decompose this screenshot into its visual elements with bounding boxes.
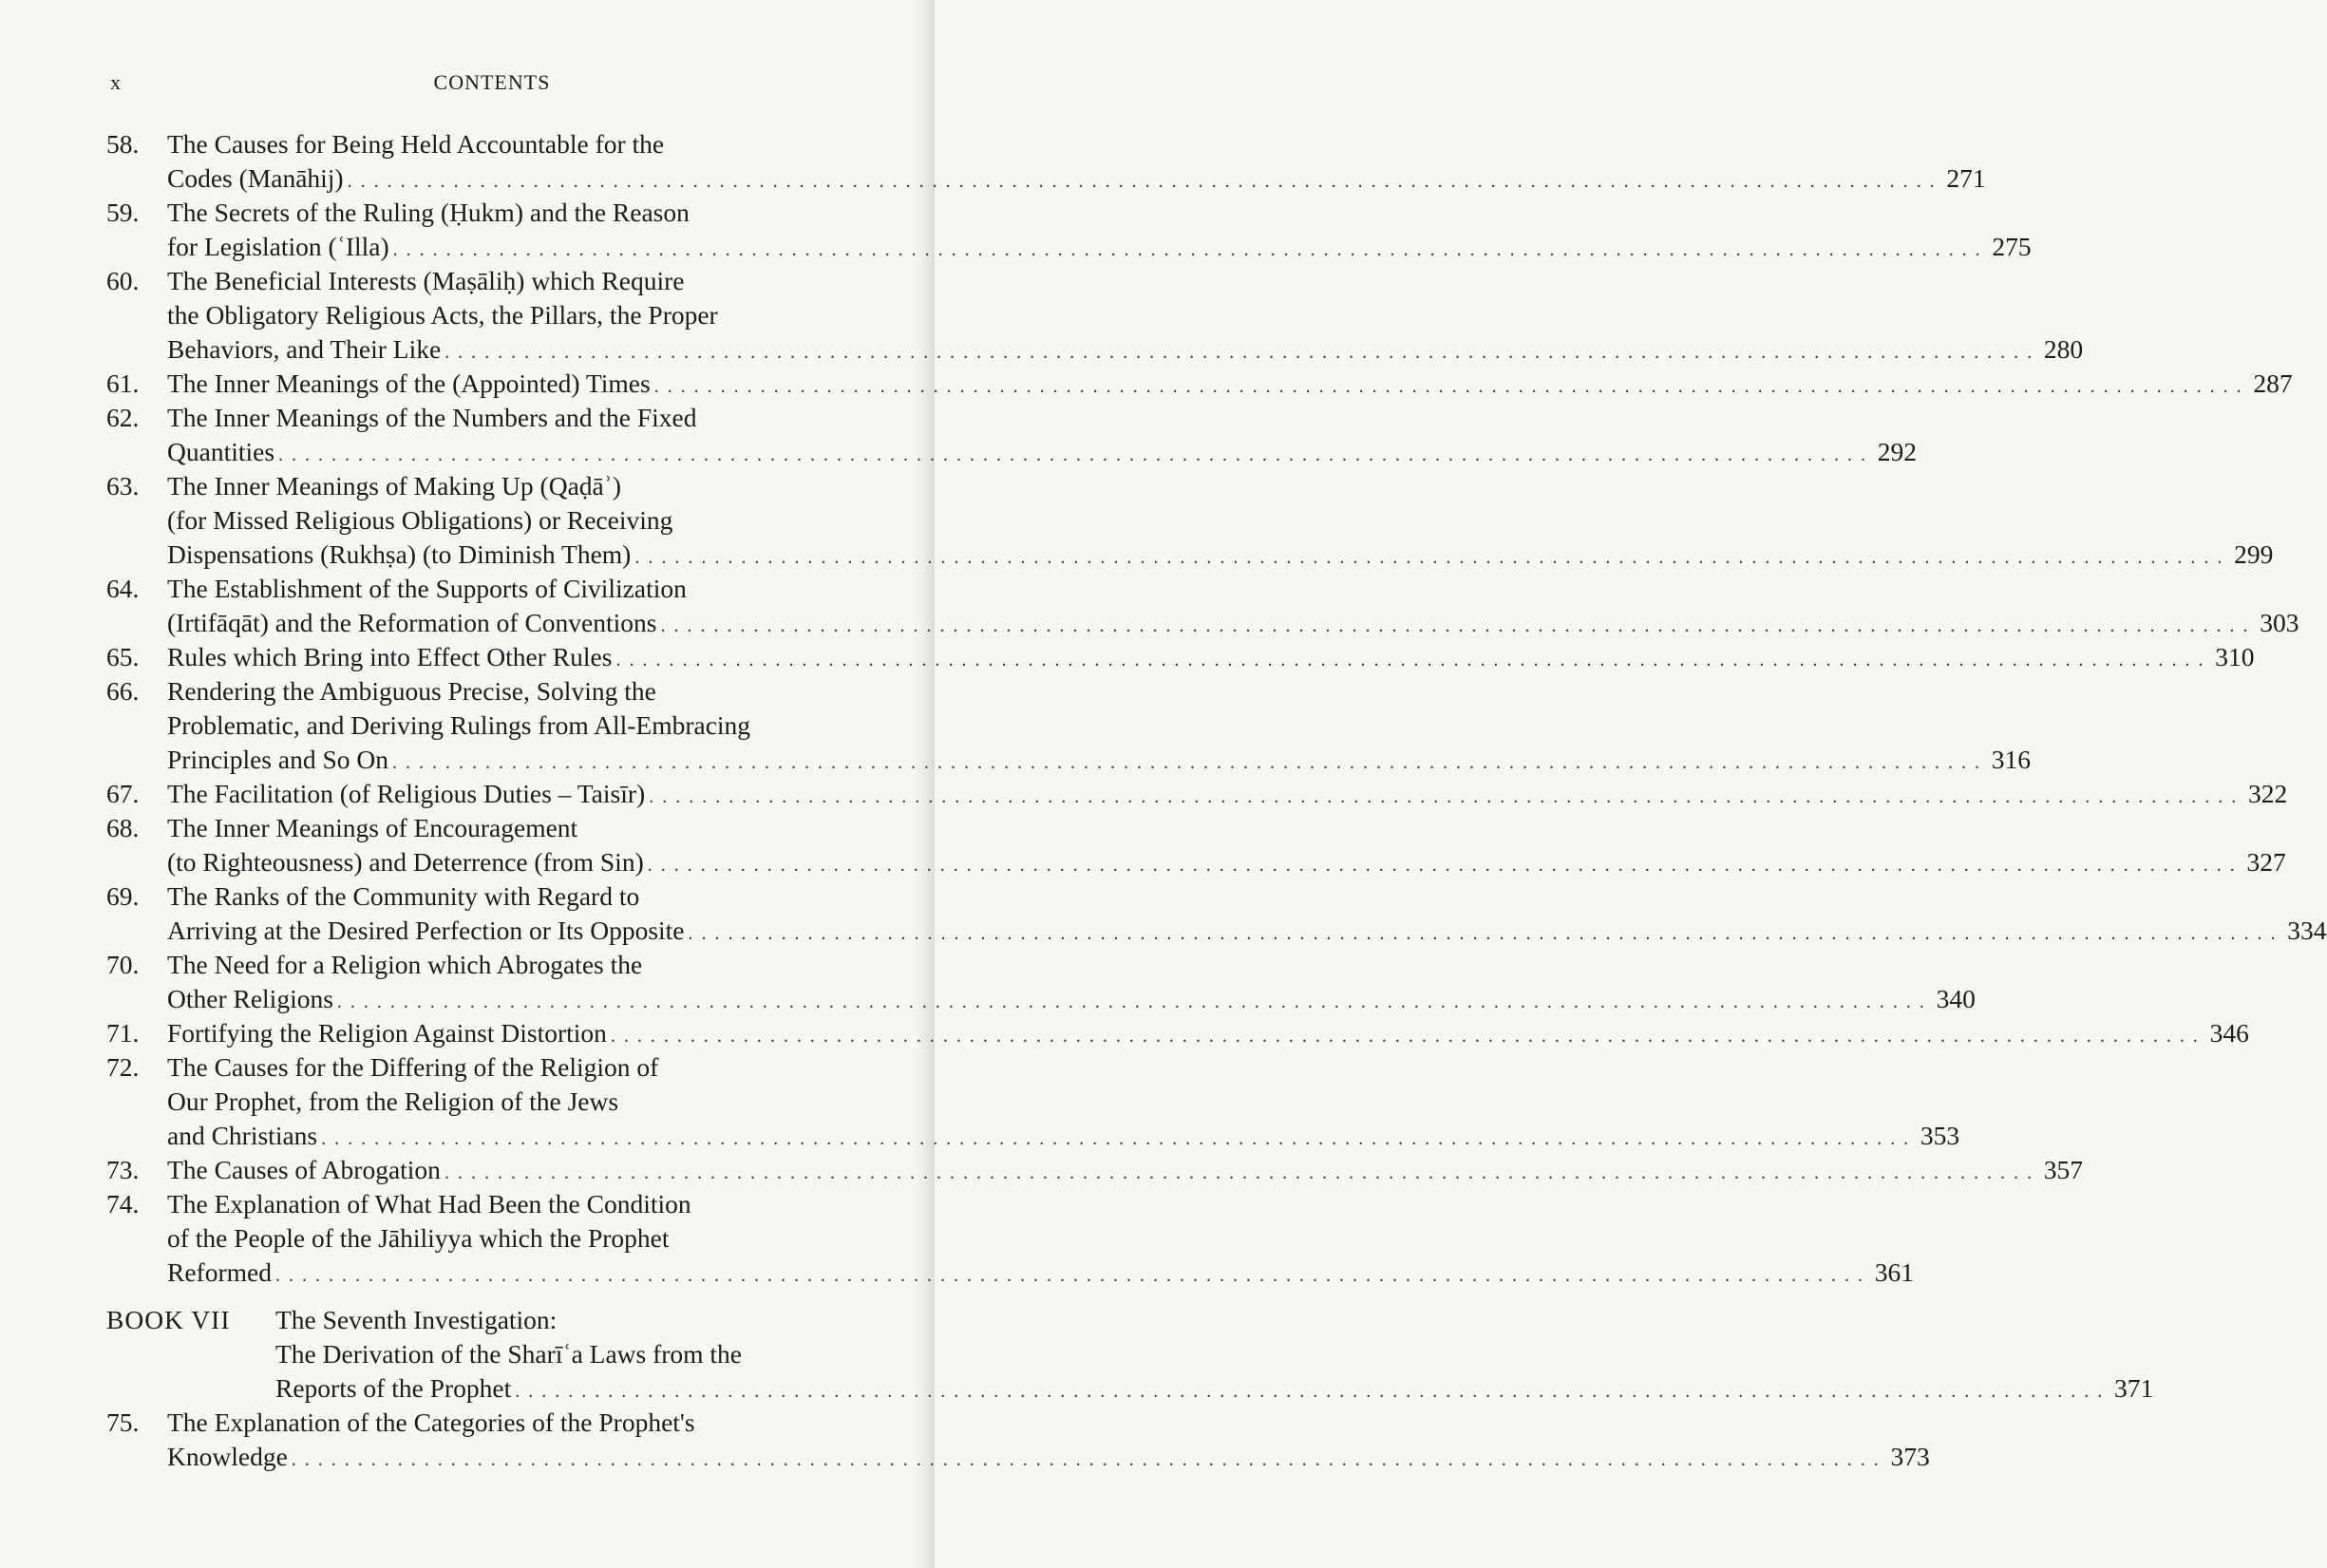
entry-title-text: The Explanation of the Categories of the Prophet's: [167, 1407, 695, 1437]
entry-title-text: The Seventh Investigation:: [275, 1305, 558, 1334]
entry-number: 73.: [106, 1155, 140, 1184]
entry-body: [167, 1016, 2249, 1050]
entry-title-text: The Need for a Religion which Abrogates the: [167, 950, 643, 979]
toc-entry: [106, 401, 1918, 469]
book-heading: [106, 1303, 2154, 1406]
entry-page-number: 334: [2287, 916, 2327, 945]
dot-leader: . . . . . . . . . . . . . . . . . . . . . . . . . . . . . . . . . . . . . . . . . . . . . . . . . . . . . . . . . . . . . . . . . . . . . . . . . . . . . . . . . . . . . . . . . . . . . . . . . . . . . . . . . . . . . . . . . . . . . . . .: [274, 1265, 1864, 1286]
entry-line: [167, 743, 2031, 777]
dot-leader: . . . . . . . . . . . . . . . . . . . . . . . . . . . . . . . . . . . . . . . . . . . . . . . . . . . . . . . . . . . . . . . . . . . . . . . . . . . . . . . . . . . . . . . . . . . . . . . . . . . . . . . . . . . . . . . . . . . . . . . .: [392, 239, 1982, 260]
entry-body: [167, 1153, 2083, 1187]
entry-body: [167, 367, 2293, 401]
entry-title-text: Reformed: [167, 1257, 272, 1287]
entry-title-text: for Legislation (ʿIlla): [167, 232, 389, 261]
entry-title-text: The Causes of Abrogation: [167, 1155, 441, 1184]
entry-title-text: Quantities: [167, 437, 275, 466]
entry-page-number: 353: [1920, 1121, 1960, 1150]
toc-entry: [106, 264, 2084, 367]
dot-leader: . . . . . . . . . . . . . . . . . . . . . . . . . . . . . . . . . . . . . . . . . . . . . . . . . . . . . . . . . . . . . . . . . . . . . . . . . . . . . . . . . . . . . . . . . . . . . . . . . . . . . . . . . . . . . . . . . . . . . . . .: [615, 650, 2205, 671]
entry-title-text: Rendering the Ambiguous Precise, Solving the: [167, 676, 656, 706]
entry-page-number: 361: [1874, 1257, 1914, 1287]
entry-title-text: Fortifying the Religion Against Distortion: [167, 1018, 607, 1048]
entry-line: [167, 264, 868, 298]
entry-title-text: the Obligatory Religious Acts, the Pillars, the Proper: [167, 300, 718, 330]
entry-body: [167, 879, 2327, 948]
entry-page-number: 271: [1946, 163, 1986, 193]
entry-line: [167, 1406, 868, 1440]
dot-leader: . . . . . . . . . . . . . . . . . . . . . . . . . . . . . . . . . . . . . . . . . . . . . . . . . . . . . . . . . . . . . . . . . . . . . . . . . . . . . . . . . . . . . . . . . . . . . . . . . . . . . . . . . . . . . . . . . . . . . . . .: [634, 547, 2224, 568]
entry-title-text: Reports of the Prophet: [275, 1373, 512, 1403]
dot-leader: . . . . . . . . . . . . . . . . . . . . . . . . . . . . . . . . . . . . . . . . . . . . . . . . . . . . . . . . . . . . . . . . . . . . . . . . . . . . . . . . . . . . . . . . . . . . . . . . . . . . . . . . . . . . . . . . . . . . . . . .: [391, 752, 1981, 773]
entry-title-text: Principles and So On: [167, 745, 388, 774]
entry-line: [275, 1337, 868, 1371]
dot-leader: . . . . . . . . . . . . . . . . . . . . . . . . . . . . . . . . . . . . . . . . . . . . . . . . . . . . . . . . . . . . . . . . . . . . . . . . . . . . . . . . . . . . . . . . . . . . . . . . . . . . . . . . . . . . . . . . . . . . . . . .: [347, 171, 1937, 192]
entry-page-number: 310: [2215, 642, 2255, 671]
entry-title-text: The Facilitation (of Religious Duties – Taisīr): [167, 779, 646, 808]
entry-line: [167, 196, 868, 230]
entry-page-number: 287: [2253, 368, 2293, 398]
entry-line: [167, 674, 868, 708]
entry-body: [167, 572, 2299, 640]
entry-title-text: (to Righteousness) and Deterrence (from Sin): [167, 847, 644, 877]
entry-title-text: The Establishment of the Supports of Civilization: [167, 574, 687, 603]
entry-page-number: 275: [1992, 232, 2032, 261]
entry-number: 58.: [106, 129, 140, 159]
entry-line: [167, 1085, 868, 1119]
entry-title-text: The Ranks of the Community with Regard to: [167, 881, 640, 911]
entry-line: [167, 1016, 2249, 1050]
entry-body: [167, 777, 2288, 811]
entry-body: [167, 127, 1986, 196]
dot-leader: . . . . . . . . . . . . . . . . . . . . . . . . . . . . . . . . . . . . . . . . . . . . . . . . . . . . . . . . . . . . . . . . . . . . . . . . . . . . . . . . . . . . . . . . . . . . . . . . . . . . . . . . . . . . . . . . . . . . . . . .: [653, 376, 2243, 397]
entry-line: [167, 161, 1986, 196]
entry-body: [167, 264, 2084, 367]
entry-body: [167, 1050, 1960, 1153]
entry-number: 67.: [106, 779, 140, 808]
entry-line: [275, 1303, 868, 1337]
running-header: [110, 70, 874, 104]
toc-entry: [106, 879, 2327, 948]
entry-title-text: Other Religions: [167, 984, 333, 1013]
entry-line: [167, 879, 868, 914]
entry-number: 64.: [106, 574, 140, 603]
entry-title-text: The Explanation of What Had Been the Condition: [167, 1189, 691, 1219]
entry-title-text: Problematic, and Deriving Rulings from All-Embracing: [167, 710, 751, 740]
dot-leader: . . . . . . . . . . . . . . . . . . . . . . . . . . . . . . . . . . . . . . . . . . . . . . . . . . . . . . . . . . . . . . . . . . . . . . . . . . . . . . . . . . . . . . . . . . . . . . . . . . . . . . . . . . . . . . . . . . . . . . . .: [647, 855, 2237, 876]
entry-title-text: and Christians: [167, 1121, 318, 1150]
table-of-contents: [106, 127, 2327, 1474]
entry-body: [167, 196, 2032, 264]
entry-title-text: Rules which Bring into Effect Other Rules: [167, 642, 613, 671]
entry-title-text: The Causes for Being Held Accountable for the: [167, 129, 665, 159]
entry-body: [167, 1406, 1930, 1474]
entry-line: [167, 708, 868, 743]
dot-leader: . . . . . . . . . . . . . . . . . . . . . . . . . . . . . . . . . . . . . . . . . . . . . . . . . . . . . . . . . . . . . . . . . . . . . . . . . . . . . . . . . . . . . . . . . . . . . . . . . . . . . . . . . . . . . . . . . . . . . . . .: [291, 1449, 1881, 1470]
entry-line: [167, 1440, 1930, 1474]
entry-number: 61.: [106, 368, 140, 398]
entry-title-text: The Inner Meanings of Encouragement: [167, 813, 578, 842]
entry-page-number: 316: [1991, 745, 2031, 774]
entry-line: [167, 811, 868, 845]
entry-body: [167, 469, 2274, 572]
entry-number: 70.: [106, 950, 140, 979]
entry-line: [167, 435, 1918, 469]
toc-entry: [106, 469, 2274, 572]
entry-page-number: 340: [1936, 984, 1976, 1013]
page-number: x: [110, 70, 121, 94]
entry-line: [167, 1119, 1960, 1153]
entry-title-text: Our Prophet, from the Religion of the Jews: [167, 1086, 619, 1116]
entry-number: 63.: [106, 471, 140, 501]
entry-line: [167, 298, 868, 332]
dot-leader: . . . . . . . . . . . . . . . . . . . . . . . . . . . . . . . . . . . . . . . . . . . . . . . . . . . . . . . . . . . . . . . . . . . . . . . . . . . . . . . . . . . . . . . . . . . . . . . . . . . . . . . . . . . . . . . . . . . . . . . .: [445, 342, 2034, 363]
entry-line: [167, 1256, 1914, 1290]
toc-entry: [106, 1016, 2249, 1050]
dot-leader: . . . . . . . . . . . . . . . . . . . . . . . . . . . . . . . . . . . . . . . . . . . . . . . . . . . . . . . . . . . . . . . . . . . . . . . . . . . . . . . . . . . . . . . . . . . . . . . . . . . . . . . . . . . . . . . . . . . . . . . .: [515, 1381, 2105, 1402]
toc-entry: [106, 572, 2299, 640]
toc-entry: [106, 640, 2255, 674]
entry-body: [167, 811, 2286, 879]
entry-line: [167, 401, 868, 435]
toc-entry: [106, 811, 2286, 879]
toc-entry: [106, 948, 1976, 1016]
entry-line: [167, 948, 868, 982]
entry-page-number: 373: [1890, 1442, 1930, 1471]
entry-body: [167, 674, 2031, 777]
entry-line: [167, 1187, 868, 1221]
entry-body: [167, 1187, 1914, 1290]
entry-page-number: 327: [2246, 847, 2286, 877]
entry-title-text: (Irtifāqāt) and the Reformation of Conventions: [167, 608, 657, 637]
dot-leader: . . . . . . . . . . . . . . . . . . . . . . . . . . . . . . . . . . . . . . . . . . . . . . . . . . . . . . . . . . . . . . . . . . . . . . . . . . . . . . . . . . . . . . . . . . . . . . . . . . . . . . . . . . . . . . . . . . . . . . . .: [660, 615, 2250, 636]
entry-page-number: 303: [2260, 608, 2299, 637]
entry-page-number: 357: [2043, 1155, 2083, 1184]
entry-page-number: 280: [2043, 334, 2084, 364]
entry-line: [167, 538, 2274, 572]
entry-number: 75.: [106, 1407, 140, 1437]
entry-number: 69.: [106, 881, 140, 911]
entry-title-text: Arriving at the Desired Perfection or Its Opposite: [167, 916, 685, 945]
dot-leader: . . . . . . . . . . . . . . . . . . . . . . . . . . . . . . . . . . . . . . . . . . . . . . . . . . . . . . . . . . . . . . . . . . . . . . . . . . . . . . . . . . . . . . . . . . . . . . . . . . . . . . . . . . . . . . . . . . . . . . . .: [278, 444, 1868, 465]
toc-entry: [106, 777, 2288, 811]
toc-entry: [106, 1050, 1960, 1153]
entry-page-number: 322: [2247, 779, 2288, 808]
toc-entry: [106, 367, 2293, 401]
entry-title-text: The Causes for the Differing of the Religion of: [167, 1052, 659, 1082]
toc-entry: [106, 127, 1986, 196]
entry-title-text: The Inner Meanings of the (Appointed) Times: [167, 368, 651, 398]
entry-line: [167, 367, 2293, 401]
entry-number: 68.: [106, 813, 140, 842]
dot-leader: . . . . . . . . . . . . . . . . . . . . . . . . . . . . . . . . . . . . . . . . . . . . . . . . . . . . . . . . . . . . . . . . . . . . . . . . . . . . . . . . . . . . . . . . . . . . . . . . . . . . . . . . . . . . . . . . . . . . . . . .: [688, 923, 2278, 944]
entry-line: [167, 606, 2299, 640]
entry-line: [167, 1050, 868, 1085]
entry-number: 60.: [106, 266, 140, 295]
entry-title-text: Behaviors, and Their Like: [167, 334, 442, 364]
header-title: CONTENTS: [433, 70, 551, 94]
dot-leader: . . . . . . . . . . . . . . . . . . . . . . . . . . . . . . . . . . . . . . . . . . . . . . . . . . . . . . . . . . . . . . . . . . . . . . . . . . . . . . . . . . . . . . . . . . . . . . . . . . . . . . . . . . . . . . . . . . . . . . . .: [321, 1128, 1911, 1149]
toc-entry: [106, 196, 2032, 264]
dot-leader: . . . . . . . . . . . . . . . . . . . . . . . . . . . . . . . . . . . . . . . . . . . . . . . . . . . . . . . . . . . . . . . . . . . . . . . . . . . . . . . . . . . . . . . . . . . . . . . . . . . . . . . . . . . . . . . . . . . . . . . .: [444, 1162, 2034, 1183]
dot-leader: . . . . . . . . . . . . . . . . . . . . . . . . . . . . . . . . . . . . . . . . . . . . . . . . . . . . . . . . . . . . . . . . . . . . . . . . . . . . . . . . . . . . . . . . . . . . . . . . . . . . . . . . . . . . . . . . . . . . . . . .: [610, 1026, 2200, 1047]
entry-line: [167, 982, 1976, 1016]
entry-line: [167, 845, 2286, 879]
entry-line: [167, 127, 868, 161]
entry-number: 72.: [106, 1052, 140, 1082]
entry-title-text: of the People of the Jāhiliyya which the Prophet: [167, 1223, 670, 1253]
entry-title-text: Dispensations (Rukhṣa) (to Diminish Them): [167, 539, 632, 569]
entry-number: 65.: [106, 642, 140, 671]
entry-body: [167, 640, 2255, 674]
entry-line: [167, 332, 2084, 367]
entry-title-text: The Inner Meanings of the Numbers and the Fixed: [167, 403, 697, 432]
entry-line: [167, 230, 2032, 264]
entry-title-text: The Derivation of the Sharīʿa Laws from the: [275, 1339, 743, 1369]
dot-leader: . . . . . . . . . . . . . . . . . . . . . . . . . . . . . . . . . . . . . . . . . . . . . . . . . . . . . . . . . . . . . . . . . . . . . . . . . . . . . . . . . . . . . . . . . . . . . . . . . . . . . . . . . . . . . . . . . . . . . . . .: [649, 786, 2239, 807]
toc-entry: [106, 674, 2031, 777]
book-label: BOOK VII: [106, 1305, 231, 1334]
entry-title-text: The Secrets of the Ruling (Ḥukm) and the Reason: [167, 198, 690, 227]
toc-entry: [106, 1406, 1930, 1474]
entry-number: 71.: [106, 1018, 140, 1048]
book-title: [275, 1303, 2154, 1406]
entry-page-number: 371: [2113, 1373, 2154, 1403]
entry-line: [167, 1221, 868, 1256]
dot-leader: . . . . . . . . . . . . . . . . . . . . . . . . . . . . . . . . . . . . . . . . . . . . . . . . . . . . . . . . . . . . . . . . . . . . . . . . . . . . . . . . . . . . . . . . . . . . . . . . . . . . . . . . . . . . . . . . . . . . . . . .: [336, 992, 1926, 1012]
toc-entry: [106, 1187, 1914, 1290]
entry-page-number: 346: [2209, 1018, 2249, 1048]
entry-title-text: (for Missed Religious Obligations) or Receiving: [167, 505, 673, 535]
entry-line: [167, 503, 868, 538]
entry-page-number: 299: [2234, 539, 2274, 569]
entry-title-text: Codes (Manāhij): [167, 163, 344, 193]
entry-title-text: The Beneficial Interests (Maṣāliḥ) which Require: [167, 266, 685, 295]
entry-line: [167, 572, 868, 606]
entry-line: [275, 1371, 2154, 1406]
toc-entry: [106, 1153, 2083, 1187]
entry-body: [167, 401, 1918, 469]
entry-line: [167, 914, 2327, 948]
entry-line: [167, 640, 2255, 674]
entry-number: 74.: [106, 1189, 140, 1219]
entry-body: [167, 948, 1976, 1016]
entry-title-text: Knowledge: [167, 1442, 288, 1471]
entry-line: [167, 777, 2288, 811]
entry-line: [167, 1153, 2083, 1187]
entry-page-number: 292: [1877, 437, 1918, 466]
entry-line: [167, 469, 868, 503]
entry-number: 66.: [106, 676, 140, 706]
entry-number: 59.: [106, 198, 140, 227]
entry-title-text: The Inner Meanings of Making Up (Qaḍāʾ): [167, 471, 622, 501]
entry-number: 62.: [106, 403, 140, 432]
